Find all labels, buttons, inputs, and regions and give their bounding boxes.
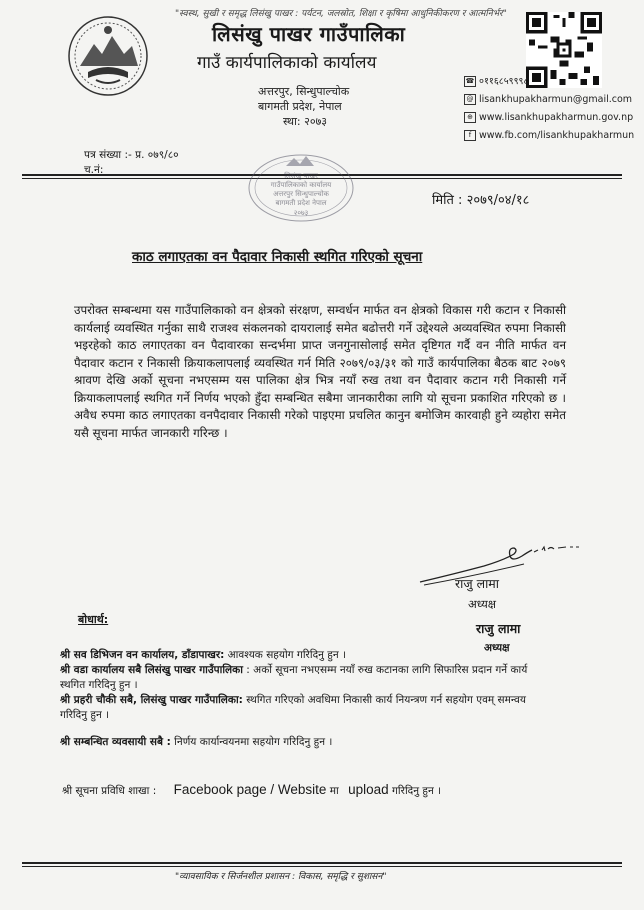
cc-item [60,735,540,750]
cc-recipient: श्री प्रहरी चौकी सबै, लिसंखु पाखर गाउँपालिका: [60,694,243,706]
contact-email [464,94,632,105]
qr-code-icon [526,12,602,88]
contact-website [464,112,633,123]
it-postposition: मा [329,785,339,797]
cc-recipient: श्री सव डिभिजन वन कार्यालय, डाँडापाखर: [60,649,225,661]
stamp-line-5: २०७३ [293,209,309,217]
cc-item [60,663,540,693]
stamp-line-2: गाउँपालिकाको कार्यालय [270,181,332,189]
footer-divider [22,862,622,864]
cc-recipient: श्री सम्बन्धित व्यवसायी सबै : [60,736,171,748]
website-url: www.lisankhupakharmun.gov.np [479,112,634,123]
letter-number: पत्र संख्या :- प्र. ०७९/८० [84,149,179,161]
globe-icon: ⊕ [464,112,476,123]
footer-divider-thin [22,866,622,867]
signatory-name: राजु लामा [455,576,500,591]
address-line-2: बागमती प्रदेश, नेपाल [258,100,342,113]
stamp-line-4: बागमती प्रदेश नेपाल [275,199,327,207]
stamp-line-1: लिसंखु पाखर [284,172,318,180]
address-line-1: अत्तरपुर, सिन्धुपाल्चोक [258,85,350,98]
body-paragraph: उपरोक्त सम्बन्धमा यस गाउँपालिकाको वन क्षेत्रको संरक्षण, सम्वर्धन मार्फत वन क्षेत्रको विकास गरी कटान र निकासी कार्यलाई व्यवस्थित गर्नुका साथै राजश्व संकलनको दायरालाई समेत बढोत्तरी गर्ने उद्देश्यले अव्यवस्थित रुपमा निकासी भइरहेको काठ लगाएतका वन पैदावारका सन्दर्भमा प्राप्त जनगुनासोलाई समेत दृष्टिगत गर्दै वन नीति मार्फत वन पैदावार कटान र निकासी क्रियाकलापलाई व्यवस्थित गर्न मिति २०७९/०३/३१ को गाउँ कार्यपालिका बैठक बाट २०७९ श्रावण देखि अर्को सूचना नभएसम्म यस पालिका क्षेत्र भित्र नयाँ रुख तथा वन पैदावार कटान गरी निकासी गर्ने क्रियाकलापलाई स्थगित गर्ने निर्णय भएको हुँदा सम्बन्धित सबैमा जानकारीका लागि यो सूचना प्रकाशित गरिएको छ । अवैध रुपमा काठ लगाएतका वनपैदावार निकासी गरेको पाइएमा प्रचलित कानुन बमोजिम कारवाही हुने व्यहोरा समेत यसै सूचना मार्फत जानकारी गरिन्छ । [74,303,566,440]
stamp-line-3: अत्तरपुर सिन्धुपाल्चोक [273,190,329,198]
bodhartha-heading: बोधार्थ: [78,613,109,626]
cc-text: : अर्को सूचना नभएसम्म नयाँ रुख कटानका लागि सिफारिस प्रदान गर्ने कार्य स्थगित गरिदिनु हुन । [60,664,528,691]
it-platforms: Facebook page / Website [173,782,327,797]
established: स्था: २०७३ [283,115,328,128]
cc-item [60,648,540,663]
cc-text: स्थगित गरिएको अवधिमा निकासी कार्य नियन्त्रण गर्न सहयोग एवम् समन्वय गरिदिनु हुन । [60,694,526,721]
signatory-stamp-role: अध्यक्ष [484,642,510,654]
phone-number: ०११६८५९९९८ [479,76,529,87]
cc-text: आवश्यक सहयोग गरिदिनु हुन । [227,649,347,661]
it-upload: upload [348,782,389,797]
email-icon: @ [464,94,476,105]
phone-icon: ☎ [465,77,475,85]
contact-phone [464,74,528,87]
org-name: लिसंखु पाखर गाउँपालिका [212,22,406,46]
nepal-emblem-icon [66,14,150,98]
tagline: "स्वस्थ, सुखी र समृद्ध लिसंखु पाखर : पर्यटन, जलस्रोत, शिक्षा र कृषिमा आधुनिकीकरण र आत्मनिर्भर" [175,9,507,19]
office-stamp [246,152,356,224]
email-address: lisankhupakharmun@gmail.com [479,94,633,105]
it-section-line [62,782,441,798]
cc-recipient: श्री वडा कार्यालय सबै लिसंखु पाखर गाउँपालिका [60,664,243,676]
facebook-icon: f [464,130,476,141]
office-name: गाउँ कार्यपालिकाको कार्यालय [197,53,377,73]
it-instruction: गरिदिनु हुन । [392,785,442,797]
chalani-number: च.नं: [84,164,104,176]
it-section-label: श्री सूचना प्रविधि शाखा : [62,785,157,797]
facebook-url: www.fb.com/lisankhupakharmun [479,130,635,141]
signatory-role: अध्यक्ष [468,597,497,611]
letter-date: मिति : २०७९/०४/१८ [432,193,530,208]
footer-motto: "व्यावसायिक र सिर्जनशील प्रशासन : विकास, समृद्धि र सुशासन" [175,872,387,882]
contact-facebook [464,130,634,141]
cc-item [60,693,540,723]
subject-heading: काठ लगाएतका वन पैदावार निकासी स्थगित गरिएको सूचना [132,249,423,265]
signatory-stamp-name: राजु लामा [476,621,521,636]
cc-text: निर्णय कार्यान्वयनमा सहयोग गरिदिनु हुन । [174,736,333,748]
